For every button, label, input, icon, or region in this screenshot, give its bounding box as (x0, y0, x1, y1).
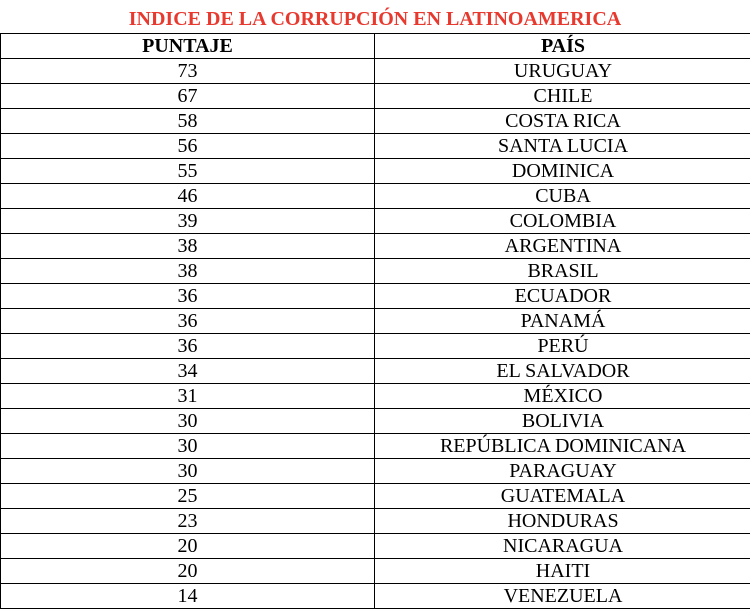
country-cell: NICARAGUA (375, 534, 750, 559)
score-cell: 25 (1, 484, 375, 509)
score-cell: 38 (1, 259, 375, 284)
table-row (1, 309, 750, 334)
country-cell: COSTA RICA (375, 109, 750, 134)
country-cell: URUGUAY (375, 59, 750, 84)
score-cell: 39 (1, 209, 375, 234)
table-row (1, 159, 750, 184)
column-header-country: PAÍS (375, 34, 750, 59)
score-cell: 55 (1, 159, 375, 184)
score-cell: 20 (1, 559, 375, 584)
score-cell: 20 (1, 534, 375, 559)
score-cell: 73 (1, 59, 375, 84)
score-cell: 36 (1, 334, 375, 359)
table-row (1, 259, 750, 284)
score-cell: 23 (1, 509, 375, 534)
country-cell: PANAMÁ (375, 309, 750, 334)
table-row (1, 484, 750, 509)
country-cell: SANTA LUCIA (375, 134, 750, 159)
country-cell: MÉXICO (375, 384, 750, 409)
score-cell: 30 (1, 409, 375, 434)
score-cell: 58 (1, 109, 375, 134)
score-cell: 56 (1, 134, 375, 159)
country-cell: CUBA (375, 184, 750, 209)
country-cell: BOLIVIA (375, 409, 750, 434)
table-row (1, 109, 750, 134)
column-header-score: PUNTAJE (1, 34, 375, 59)
country-cell: PERÚ (375, 334, 750, 359)
score-cell: 67 (1, 84, 375, 109)
country-cell: CHILE (375, 84, 750, 109)
table-row (1, 559, 750, 584)
table-row (1, 59, 750, 84)
score-cell: 30 (1, 434, 375, 459)
country-cell: REPÚBLICA DOMINICANA (375, 434, 750, 459)
country-cell: DOMINICA (375, 159, 750, 184)
table-row (1, 434, 750, 459)
table-header-row (1, 34, 750, 59)
table-row (1, 359, 750, 384)
table-row (1, 384, 750, 409)
score-cell: 34 (1, 359, 375, 384)
country-cell: ECUADOR (375, 284, 750, 309)
score-cell: 14 (1, 584, 375, 609)
country-cell: PARAGUAY (375, 459, 750, 484)
table-row (1, 534, 750, 559)
table-row (1, 584, 750, 609)
table-row (1, 459, 750, 484)
score-cell: 36 (1, 284, 375, 309)
country-cell: EL SALVADOR (375, 359, 750, 384)
score-cell: 36 (1, 309, 375, 334)
table-row (1, 234, 750, 259)
country-cell: ARGENTINA (375, 234, 750, 259)
table-row (1, 284, 750, 309)
country-cell: VENEZUELA (375, 584, 750, 609)
score-cell: 46 (1, 184, 375, 209)
score-cell: 31 (1, 384, 375, 409)
table-row (1, 509, 750, 534)
table-row (1, 134, 750, 159)
table-row (1, 334, 750, 359)
table-row (1, 84, 750, 109)
table-row (1, 209, 750, 234)
country-cell: HAITI (375, 559, 750, 584)
table-body (1, 59, 750, 609)
corruption-index-table (0, 33, 750, 609)
page-title: INDICE DE LA CORRUPCIÓN EN LATINOAMERICA (128, 8, 622, 30)
table-row (1, 184, 750, 209)
table-row (1, 409, 750, 434)
score-cell: 38 (1, 234, 375, 259)
score-cell: 30 (1, 459, 375, 484)
country-cell: BRASIL (375, 259, 750, 284)
country-cell: COLOMBIA (375, 209, 750, 234)
country-cell: GUATEMALA (375, 484, 750, 509)
country-cell: HONDURAS (375, 509, 750, 534)
